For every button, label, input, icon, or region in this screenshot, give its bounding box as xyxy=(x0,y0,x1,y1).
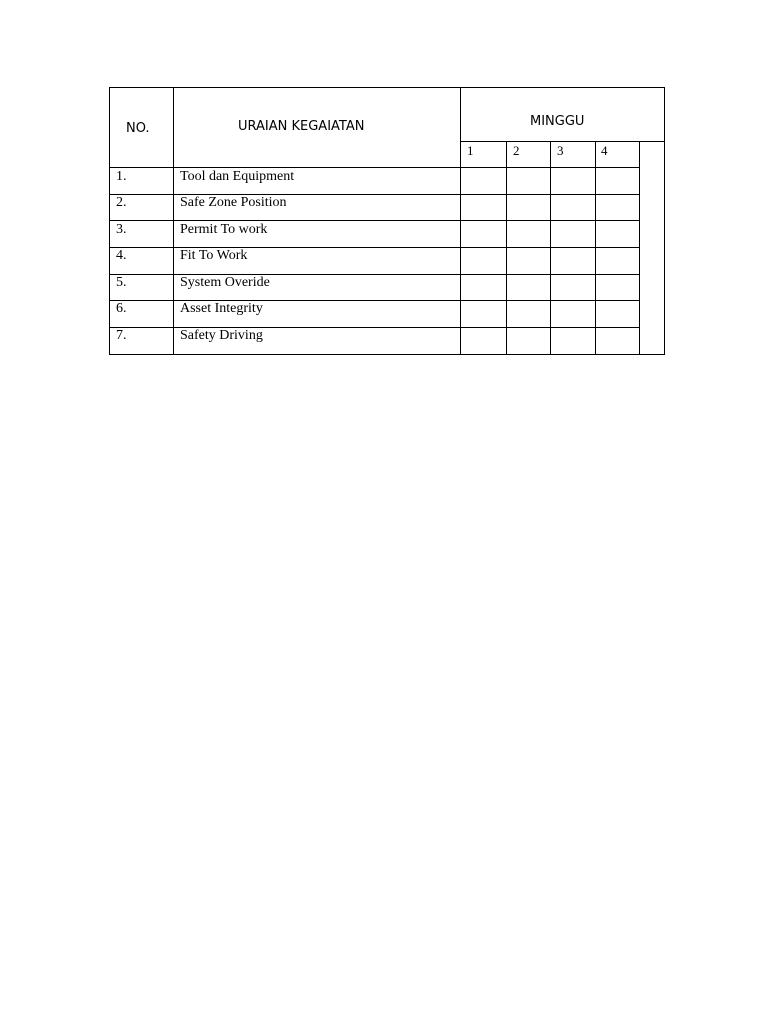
row-2-no: 2. xyxy=(116,195,127,210)
row-5-activity: System Overide xyxy=(180,275,270,290)
row-3-no: 3. xyxy=(116,222,127,237)
row-6-no: 6. xyxy=(116,301,127,316)
header-no: NO. xyxy=(126,121,150,136)
header-week-1: 1 xyxy=(467,143,474,158)
activity-table xyxy=(109,87,665,355)
row-3-activity: Permit To work xyxy=(180,222,268,237)
header-week-2: 2 xyxy=(513,143,520,158)
row-6-activity: Asset Integrity xyxy=(180,301,263,316)
row-7-activity: Safety Driving xyxy=(180,328,263,343)
header-weeks-title: MINGGU xyxy=(530,114,585,129)
header-week-4: 4 xyxy=(601,143,608,158)
row-5-no: 5. xyxy=(116,275,127,290)
row-2-activity: Safe Zone Position xyxy=(180,195,287,210)
row-1-no: 1. xyxy=(116,169,127,184)
row-1-activity: Tool dan Equipment xyxy=(180,169,295,184)
row-7-no: 7. xyxy=(116,328,127,343)
row-4-activity: Fit To Work xyxy=(180,248,248,263)
header-week-3: 3 xyxy=(557,143,564,158)
row-4-no: 4. xyxy=(116,248,127,263)
header-activity: URAIAN KEGAIATAN xyxy=(238,119,365,134)
